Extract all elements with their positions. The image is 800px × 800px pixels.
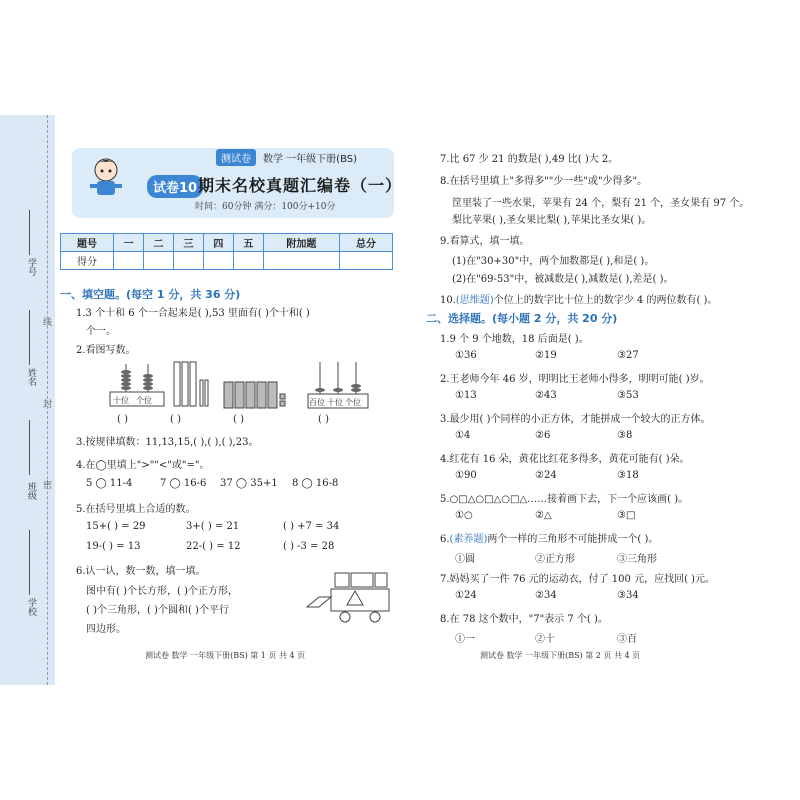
- q5-item[interactable]: ( ) +7 = 34: [283, 521, 340, 532]
- score-col: 二: [143, 234, 173, 252]
- seal-mark-seal: 封: [43, 400, 53, 410]
- choice-question-8: 8.在 78 这个数中，"7"表示 7 个( )。: [440, 614, 608, 625]
- q5-item[interactable]: ( ) -3 = 28: [283, 541, 335, 552]
- time-score-info: 时间：60分钟 满分：100分+10分: [195, 202, 336, 212]
- answer-blank[interactable]: ( ): [117, 414, 128, 425]
- score-cell[interactable]: [173, 252, 203, 270]
- choice-option[interactable]: ③27: [617, 350, 639, 361]
- section-1-heading: 一、填空题。(每空 1 分，共 36 分): [60, 288, 241, 301]
- c6-text: 两个一样的三角形不可能拼成一个( )。: [487, 534, 659, 545]
- choice-option[interactable]: ③三角形: [617, 554, 657, 565]
- choice-option[interactable]: ③8: [617, 430, 633, 441]
- choice-question-2: 2.王老师今年 46 岁，明明比王老师小得多，明明可能( )岁。: [440, 374, 710, 385]
- question-6-line-3: 四边形。: [86, 624, 126, 635]
- answer-blank[interactable]: ( ): [233, 414, 244, 425]
- score-col: 一: [114, 234, 144, 252]
- seal-mark-secret: 密: [43, 481, 53, 491]
- q5-item[interactable]: 15+( ) = 29: [86, 521, 146, 532]
- question-1-cont: 个一。: [86, 326, 116, 337]
- field-line-name: [29, 310, 30, 365]
- question-8-line-2: 梨比苹果( ),圣女果比梨( ),苹果比圣女果( )。: [452, 215, 652, 226]
- question-9-line-1: (1)在"30+30"中，两个加数都是( ),和是( )。: [452, 256, 655, 267]
- footer-page-2: 测试卷 数学 一年级下册(BS) 第 2 页 共 4 页: [480, 651, 641, 660]
- label-student-id: 学号: [26, 258, 36, 276]
- choice-option[interactable]: ②24: [535, 470, 557, 481]
- score-col: 附加题: [263, 234, 339, 252]
- question-2: 2.看图写数。: [76, 345, 136, 356]
- c6-number: 6.: [440, 534, 450, 545]
- choice-option[interactable]: ②正方形: [535, 554, 575, 565]
- field-line-school: [29, 530, 30, 595]
- abacus-2-place-label: 个位: [345, 398, 361, 407]
- choice-option[interactable]: ③53: [617, 390, 639, 401]
- score-table-header-row: [61, 234, 393, 252]
- abacus-2-place-label: 十位: [327, 398, 343, 407]
- score-table: [60, 233, 393, 270]
- choice-option[interactable]: ②43: [535, 390, 557, 401]
- shape-train-icon: [305, 565, 395, 625]
- choice-option[interactable]: ①○: [455, 510, 473, 521]
- abacus-2-place-label: 百位: [309, 398, 325, 407]
- seal-mark-line: 线: [43, 318, 53, 328]
- answer-blank[interactable]: ( ): [318, 414, 329, 425]
- score-col: 五: [233, 234, 263, 252]
- q4-item[interactable]: 8 ◯ 16-8: [292, 478, 339, 489]
- choice-option[interactable]: ①24: [455, 590, 477, 601]
- score-col: 题号: [61, 234, 114, 252]
- score-cell[interactable]: [339, 252, 392, 270]
- choice-question-7: 7.妈妈买了一件 76 元的运动衣，付了 100 元，应找回( )元。: [440, 574, 716, 585]
- choice-option[interactable]: ②34: [535, 590, 557, 601]
- score-col: 总分: [339, 234, 392, 252]
- question-7: 7.比 67 少 21 的数是( ),49 比( )大 2。: [440, 154, 619, 165]
- choice-question-3: 3.最少用( )个同样的小正方体，才能拼成一个较大的正方体。: [440, 414, 711, 425]
- q10-text: 个位上的数字比十位上的数字少 4 的两位数有( )。: [493, 295, 718, 306]
- counting-sticks-icon: [172, 360, 212, 410]
- question-3: 3.按规律填数：11,13,15,( ),( ),( ),23。: [76, 437, 259, 448]
- score-cell[interactable]: [233, 252, 263, 270]
- choice-option[interactable]: ①一: [455, 634, 475, 645]
- score-cell[interactable]: [203, 252, 233, 270]
- choice-option[interactable]: ①36: [455, 350, 477, 361]
- test-badge: 测试卷: [216, 149, 256, 166]
- subject-label: 数学 一年级下册(BS): [263, 154, 358, 165]
- question-9-line-2: (2)在"69-53"中，被减数是( ),减数是( ),差是( )。: [452, 274, 674, 285]
- field-line-class: [29, 420, 30, 475]
- label-school: 学校: [26, 598, 36, 616]
- score-col: 三: [173, 234, 203, 252]
- choice-question-6: [440, 530, 658, 545]
- q4-item[interactable]: 37 ◯ 35+1: [220, 478, 278, 489]
- q5-item[interactable]: 22-( ) = 12: [186, 541, 241, 552]
- choice-option[interactable]: ②19: [535, 350, 557, 361]
- question-9: 9.看算式，填一填。: [440, 236, 530, 247]
- paper-number-badge: 试卷10: [147, 175, 203, 198]
- cartoon-student-icon: [82, 152, 132, 202]
- section-2-heading: 二、选择题。(每小题 2 分，共 20 分): [426, 312, 618, 325]
- choice-question-5: 5.○□△○□△○□△……接着画下去，下一个应该画( )。: [440, 494, 689, 505]
- q4-item[interactable]: 7 ◯ 16-6: [160, 478, 207, 489]
- q10-number: 10.: [440, 295, 456, 306]
- literacy-tag: (素养题): [449, 534, 488, 545]
- choice-option[interactable]: ②△: [535, 510, 552, 521]
- question-8-line-1: 筐里装了一些水果，苹果有 24 个，梨有 21 个，圣女果有 97 个。: [452, 198, 750, 209]
- answer-blank[interactable]: ( ): [170, 414, 181, 425]
- choice-option[interactable]: ①4: [455, 430, 471, 441]
- choice-option[interactable]: ③18: [617, 470, 639, 481]
- label-class: 班级: [26, 482, 36, 500]
- question-6-line-1: 图中有( )个长方形，( )个正方形，: [86, 586, 238, 597]
- choice-option[interactable]: ①圆: [455, 554, 475, 565]
- q5-item[interactable]: 19-( ) = 13: [86, 541, 141, 552]
- question-4: 4.在◯里填上">""<"或"="。: [76, 460, 210, 471]
- score-cell[interactable]: [263, 252, 339, 270]
- choice-option[interactable]: ③□: [617, 510, 636, 521]
- score-cell[interactable]: [114, 252, 144, 270]
- question-6: 6.认一认，数一数，填一填。: [76, 566, 206, 577]
- score-table-score-row: [61, 252, 393, 270]
- question-8: 8.在括号里填上"多得多""少一些"或"少得多"。: [440, 176, 648, 187]
- question-6-line-2: ( )个三角形，( )个圆和( )个平行: [86, 605, 229, 616]
- question-5: 5.在括号里填上合适的数。: [76, 504, 196, 515]
- thinking-tag: (思维题): [455, 295, 494, 306]
- abacus-1-place-label: 个位: [136, 396, 152, 405]
- choice-option[interactable]: ①13: [455, 390, 477, 401]
- field-line-student-id: [29, 210, 30, 255]
- choice-option[interactable]: ③34: [617, 590, 639, 601]
- hundred-blocks-icon: [222, 378, 288, 410]
- choice-question-1: 1.9 个 9 个地数，18 后面是( )。: [440, 334, 589, 345]
- choice-option[interactable]: ②十: [535, 634, 555, 645]
- choice-option[interactable]: ②6: [535, 430, 551, 441]
- score-row-label: 得分: [61, 252, 114, 270]
- abacus-1-place-label: 十位: [113, 396, 129, 405]
- q4-item[interactable]: 5 ◯ 11-4: [86, 478, 133, 489]
- page-title: 期末名校真题汇编卷（一）: [198, 176, 403, 195]
- choice-option[interactable]: ①90: [455, 470, 477, 481]
- score-cell[interactable]: [143, 252, 173, 270]
- choice-option[interactable]: ③百: [617, 634, 637, 645]
- choice-question-4: 4.红花有 16 朵，黄花比红花多得多，黄花可能有( )朵。: [440, 454, 690, 465]
- q5-item[interactable]: 3+( ) = 21: [186, 521, 240, 532]
- score-col: 四: [203, 234, 233, 252]
- footer-page-1: 测试卷 数学 一年级下册(BS) 第 1 页 共 4 页: [145, 651, 306, 660]
- label-name: 姓名: [26, 368, 36, 386]
- question-1: 1.3 个十和 6 个一合起来是( ),53 里面有( )个十和( ): [76, 308, 310, 319]
- question-10: [440, 291, 717, 306]
